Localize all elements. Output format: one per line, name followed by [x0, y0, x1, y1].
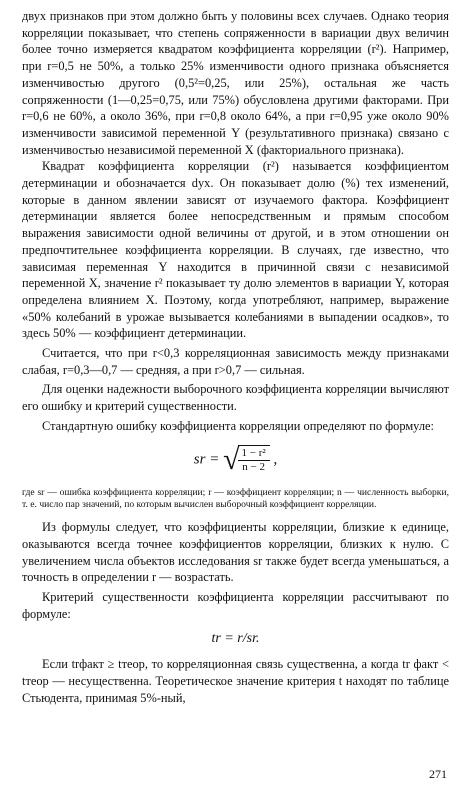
formula-note: где sr — ошибка коэффициента корреляции; r — коэффициент корреляции; n — численность выборки, т. е. число пар значений, по которым вычислен выборочный коэффициент корреляции.: [22, 486, 449, 510]
fraction-numerator: 1 − r²: [238, 447, 270, 461]
fraction: [238, 445, 270, 474]
paragraph-5: Стандартную ошибку коэффициента корреляции определяют по формуле:: [42, 418, 434, 433]
formula-tail: ,: [273, 451, 278, 468]
formula-lhs: sr =: [193, 451, 220, 468]
paragraph-4: Для оценки надежности выборочного коэффициента корреляции вычисляют его ошибку и критерий существенности.: [22, 382, 449, 414]
paragraph-7: Критерий существенности коэффициента корреляции рассчитывают по формуле:: [22, 589, 449, 621]
paragraph-1: двух признаков при этом должно быть у половины всех случаев. Однако теория корреляции показывает, что степень сопряженности в вариации двух величин более точно измеряется квадратом коэффициента корреляции (r²). Например, при r=0,5 не 50%, а только 25% изменчивости одного признака объясняется изменчивостью другого (0,5²=0,25, или 25%), остальная же часть сопряженности (1—0,25=0,75, или 75%) обусловлена другими факторами. При r=0,6 не 60%, а около 36%, при r=0,8 около 64%, а при r=0,95 уже около 90% изменчивости зависимой переменной Y (результативного признака) связано с изменчивостью независимой переменной X (факториального признака).: [22, 9, 449, 157]
radical-sign-icon: √: [223, 442, 240, 476]
formula-criterion: tr = r/sr.: [211, 631, 260, 647]
square-root: [223, 442, 270, 476]
paragraph-3: Считается, что при r<0,3 корреляционная зависимость между признаками слабая, r=0,3—0,7 — средняя, а при r>0,7 — сильная.: [22, 346, 449, 377]
paragraph-6: Из формулы следует, что коэффициенты корреляции, близкие к единице, оказываются всегда точнее коэффициентов корреляции, близких к нулю. С увеличением числа объектов исследования sr также будет всегда уменьшаться, а точность в определении r — возрастать.: [22, 520, 449, 585]
page-number: 271: [429, 767, 447, 781]
paragraph-8: Если trфакт ≥ tтеор, то корреляционная связь существенна, а когда tr факт < tтеор — несущественна. Теоретическое значение критерия t находят по таблице Стьюдента, принимая 5%-ный,: [22, 657, 449, 705]
formula-standard-error: [22, 442, 449, 476]
fraction-denominator: n − 2: [242, 461, 265, 474]
paragraph-2: Квадрат коэффициента корреляции (r²) называется коэффициентом детерминации и обозначается dyx. Он показывает долю (%) тех изменений, которые в данном явлении зависят от изучаемого фактора. Коэффициент детерминации является более непосредственным и прямым способом выражения зависимости одной величины от другой, и в этом отношении он предпочтительнее коэффициента корреляции. В случаях, где известно, что зависимая переменная Y находится в причинной связи с независимой переменной X, значение r² показывает ту долю элементов в вариации Y, которая определена влиянием X. Поэтому, когда употребляют, например, выражение «50% колебаний в урожае вызывается колебаниями в выпадении осадков», то здесь 50% — коэффициент детерминации.: [22, 159, 449, 341]
